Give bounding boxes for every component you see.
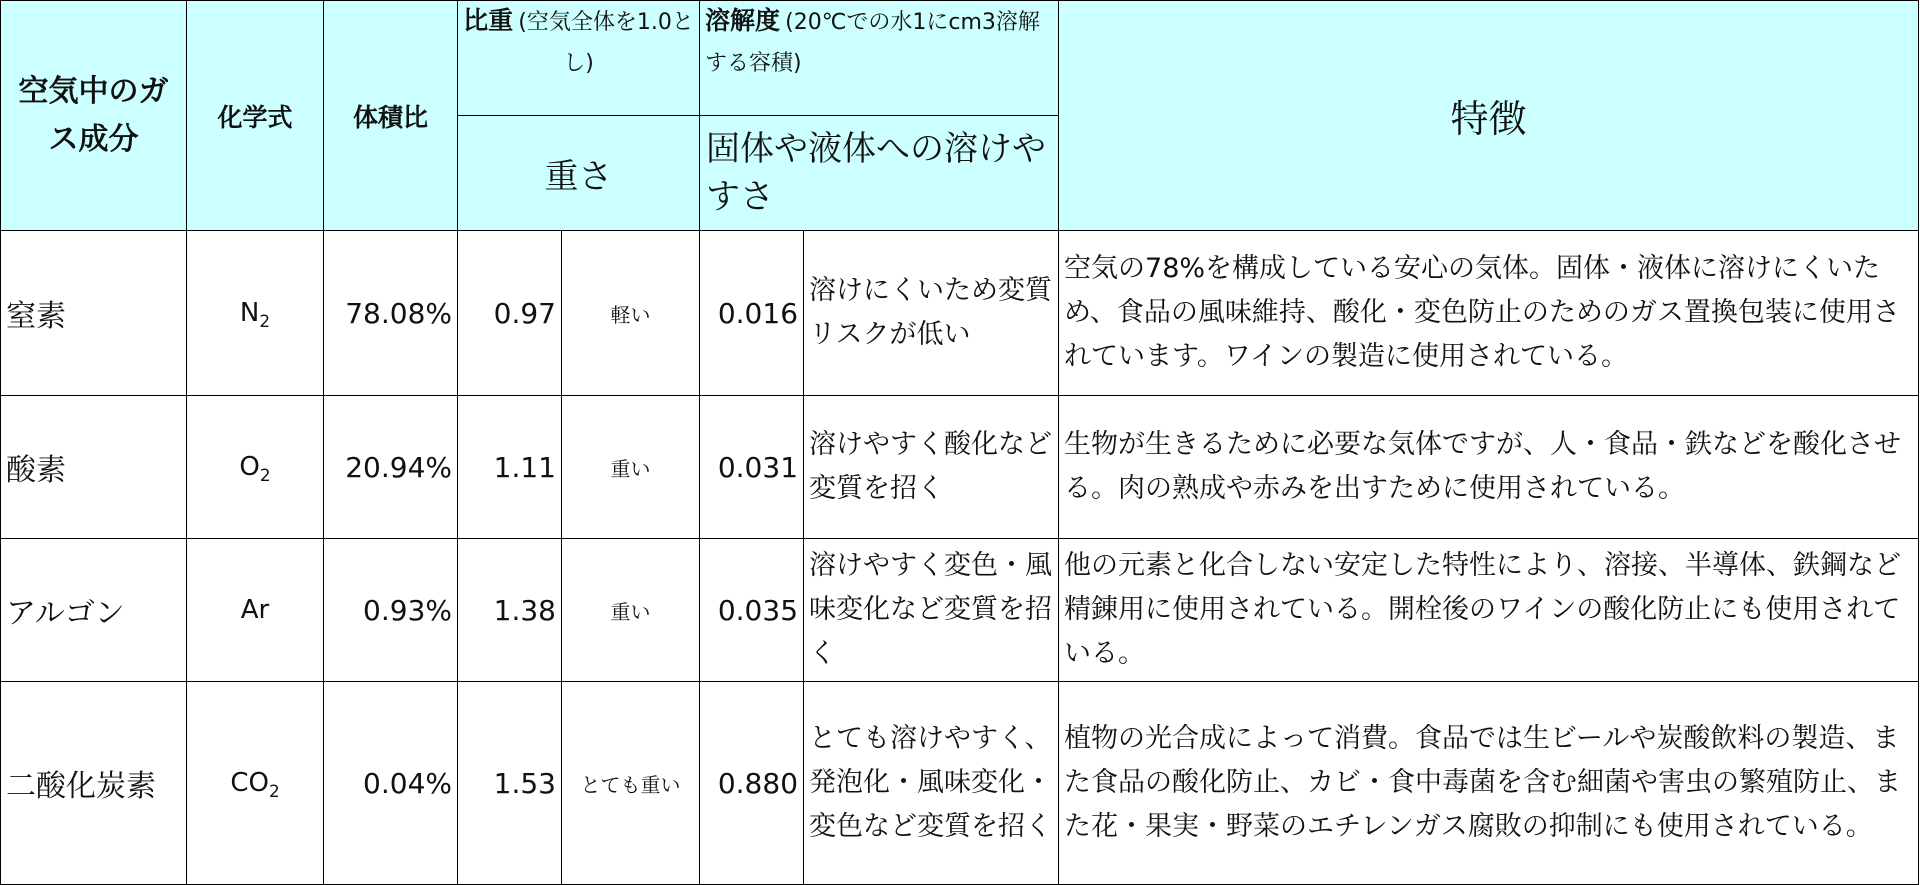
feature-text: 植物の光合成によって消費。食品では生ビールや炭酸飲料の製造、また食品の酸化防止、カビ・食中毒菌を含む細菌や害虫の繁殖防止、また花・果実・野菜のエチレンガス腐敗の抑制にも使用されている。 [1059,682,1919,885]
solubility-value: 0.016 [700,231,804,396]
header-volume: 体積比 [324,1,458,231]
header-gravity [458,1,700,116]
header-solubility-title: 溶解度 [705,6,781,35]
header-formula: 化学式 [187,1,324,231]
gas-name: 二酸化炭素 [1,682,187,885]
gravity-value: 1.11 [458,396,562,539]
formula: $N_2$ [187,231,324,396]
feature-text: 生物が生きるために必要な気体ですが、人・食品・鉄などを酸化させる。肉の熟成や赤みを出すために使用されている。 [1059,396,1919,539]
dissolve-text: 溶けやすく酸化など変質を招く [804,396,1059,539]
header-solubility-note: (20℃での水1にcm3溶解する容積) [705,10,1040,76]
weight-label: 重い [562,396,700,539]
volume-ratio: 0.93% [324,539,458,682]
dissolve-text: 溶けやすく変色・風味変化など変質を招く [804,539,1059,682]
header-solubility [700,1,1059,116]
dissolve-text: とても溶けやすく、発泡化・風味変化・変色など変質を招く [804,682,1059,885]
table-row [1,539,1919,682]
feature-text: 他の元素と化合しない安定した特性により、溶接、半導体、鉄鋼など精錬用に使用されている。開栓後のワインの酸化防止にも使用されている。 [1059,539,1919,682]
formula: Ar [187,539,324,682]
gas-name: 酸素 [1,396,187,539]
header-gravity-title: 比重 [463,6,514,35]
volume-ratio: 78.08% [324,231,458,396]
solubility-value: 0.880 [700,682,804,885]
weight-label: 重い [562,539,700,682]
gas-name: 窒素 [1,231,187,396]
solubility-value: 0.035 [700,539,804,682]
gravity-value: 1.38 [458,539,562,682]
header-weight: 重さ [458,116,700,231]
weight-label: とても重い [562,682,700,885]
feature-text: 空気の78%を構成している安心の気体。固体・液体に溶けにくいため、食品の風味維持、酸化・変色防止のためのガス置換包装に使用されています。ワインの製造に使用されている。 [1059,231,1919,396]
gravity-value: 1.53 [458,682,562,885]
header-gas: 空気中のガス成分 [1,1,187,231]
volume-ratio: 20.94% [324,396,458,539]
volume-ratio: 0.04% [324,682,458,885]
dissolve-text: 溶けにくいため変質リスクが低い [804,231,1059,396]
weight-label: 軽い [562,231,700,396]
table-row [1,396,1919,539]
formula: $CO_2$ [187,682,324,885]
gravity-value: 0.97 [458,231,562,396]
header-gravity-note: (空気全体を1.0とし) [518,10,694,76]
header-dissolve: 固体や液体への溶けやすさ [700,116,1059,231]
formula: $O_2$ [187,396,324,539]
solubility-value: 0.031 [700,396,804,539]
table-row [1,231,1919,396]
header-features: 特徴 [1059,1,1919,231]
table-row [1,682,1919,885]
gas-name: アルゴン [1,539,187,682]
